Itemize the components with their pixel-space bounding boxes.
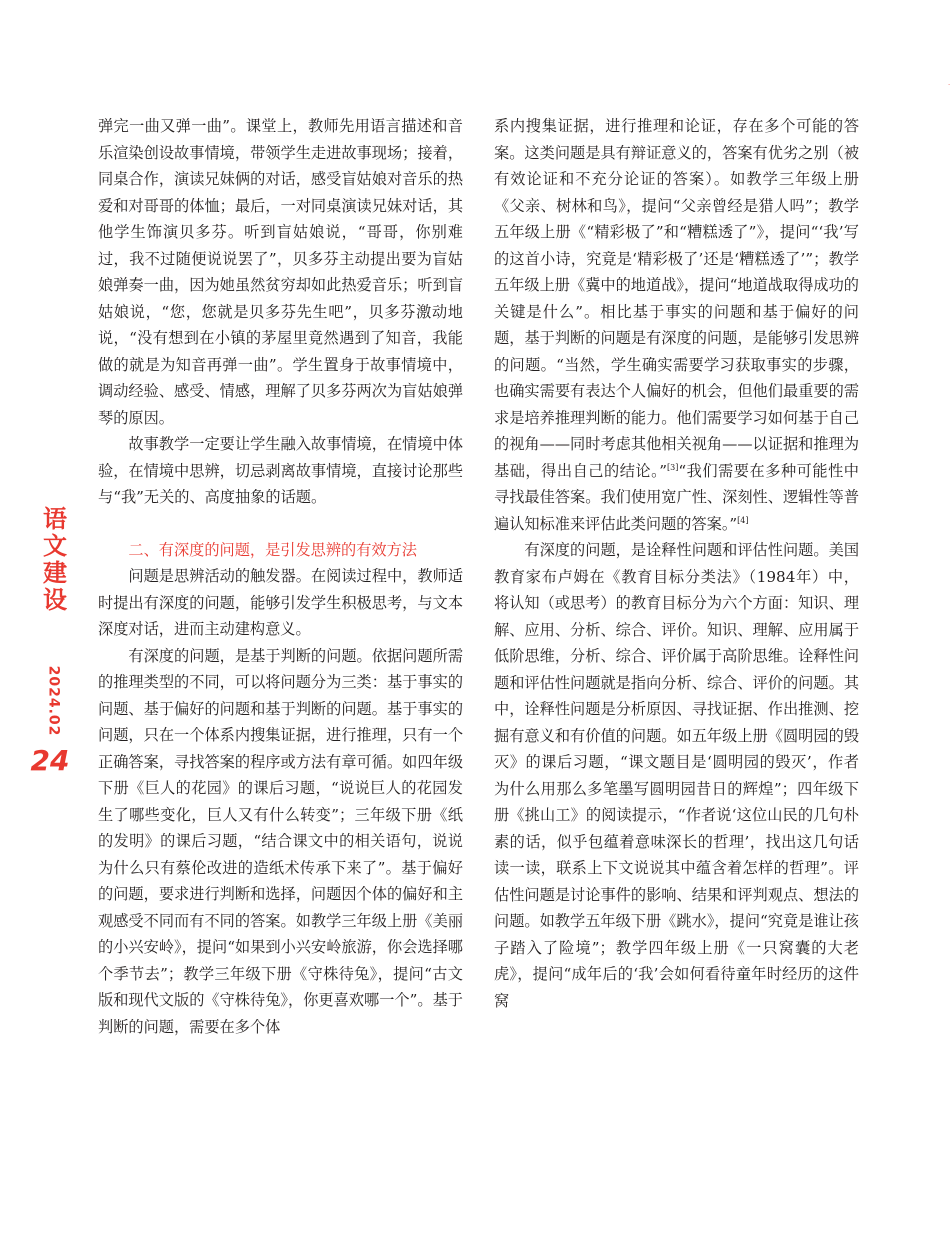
paragraph	[494, 113, 859, 537]
corner-mark: ·	[948, 82, 950, 89]
issue-date-text: 2024.02	[45, 665, 62, 737]
issue-date	[28, 655, 78, 747]
logo-char-4: 设	[43, 585, 67, 614]
section-heading: 二、有深度的问题，是引发思辨的有效方法	[128, 540, 417, 559]
paragraph-text: 系内搜集证据，进行推理和论证，存在多个可能的答案。这类问题是具有辩证意义的，答案有优劣之别（被有效论证和不充分论证的答案）。如教学三年级上册《父亲、树林和鸟》，提问“父亲曾经是猎人吗”；教学五年级上册《“精彩极了”和“糟糕透了”》，提问“‘我’写的这首小诗，究竟是‘精彩极了’还是‘糟糕透了’”；教学五年级上册《冀中的地道战》，提问“地道战取得成功的关键是什么”。相比基于事实的问题和基于偏好的问题，基于判断的问题是有深度的问题，是能够引发思辨的问题。“当然，学生确实需要学习获取事实的步骤，也确实需要有表达个人偏好的机会，但他们最重要的需求是培养推理判断的能力。他们需要学习如何基于自己的视角——同时考虑其他相关视角——以证据和推理为基础，得出自己的结论。”	[494, 117, 859, 480]
citation-ref: [3]	[667, 462, 679, 472]
paragraph: 问题是思辨活动的触发器。在阅读过程中，教师适时提出有深度的问题，能够引发学生积极思考，与文本深度对话，进而主动建构意义。	[98, 567, 463, 638]
paragraph: 有深度的问题，是诠释性问题和评估性问题。美国教育家布卢姆在《教育目标分类法》（1984年）中，将认知（或思考）的教育目标分为六个方面：知识、理解、应用、分析、综合、评价。知识、理解、应用属于低阶思维，分析、综合、评价属于高阶思维。诠释性问题和评估性问题就是指向分析、综合、评价的问题。其中，诠释性问题是分析原因、寻找证据、作出推测、挖掘有意义和有价值的问题。如五年级上册《圆明园的毁灭》的课后习题，“课文题目是‘圆明园的毁灭’，作者为什么用那么多笔墨写圆明园昔日的辉煌”；四年级下册《挑山工》的阅读提示，“作者说‘这位山民的几句朴素的话，似乎包蕴着意味深长的哲理’，找出这几句话读一读，联系上下文说说其中蕴含着怎样的哲理”。评估性问题是讨论事件的影响、结果和评判观点、想法的问题。如教学五年级下册《跳水》，提问“究竟是谁让孩子踏入了险境”；教学四年级上册《一只窝囊的大老虎》，提问“成年后的‘我’会如何看待童年时经历的这件窝	[494, 541, 859, 1010]
paragraph: 弹完一曲又弹一曲”。课堂上，教师先用语言描述和音乐渲染创设故事情境，带领学生走进故事现场；接着，同桌合作，演读兄妹俩的对话，感受盲姑娘对音乐的热爱和对哥哥的体恤；最后，一对同桌演读兄妹对话，其他学生饰演贝多芬。听到盲姑娘说，“哥哥，你别难过，我不过随便说说罢了”，贝多芬主动提出要为盲姑娘弹奏一曲，因为她虽然贫穷却如此热爱音乐；听到盲姑娘说，“您，您就是贝多芬先生吧”，贝多芬激动地说，“没有想到在小镇的茅屋里竟然遇到了知音，我能做的就是为知音再弹一曲”。学生置身于故事情境中，调动经验、感受、情感，理解了贝多芬两次为盲姑娘弹琴的原因。	[98, 117, 463, 427]
paragraph-text: “我们需要在多种可能性中寻找最佳答案。我们使用宽广性、深刻性、逻辑性等普遍认知标准来评估此类问题的答案。”	[494, 461, 859, 533]
journal-logo	[30, 505, 80, 613]
page-number: 24	[30, 744, 70, 777]
logo-char-2: 文	[43, 531, 67, 560]
logo-char-3: 建	[43, 558, 67, 587]
paragraph: 有深度的问题，是基于判断的问题。依据问题所需的推理类型的不同，可以将问题分为三类：基于事实的问题、基于偏好的问题和基于判断的问题。基于事实的问题，只在一个体系内搜集证据，进行推理，只有一个正确答案，寻找答案的程序或方法有章可循。如四年级下册《巨人的花园》的课后习题，“说说巨人的花园发生了哪些变化，巨人又有什么转变”；三年级下册《纸的发明》的课后习题，“结合课文中的相关语句，说说为什么只有蔡伦改进的造纸术传承下来了”。基于偏好的问题，要求进行判断和选择，问题因个体的偏好和主观感受不同而有不同的答案。如教学三年级上册《美丽的小兴安岭》，提问“如果到小兴安岭旅游，你会选择哪个季节去”；教学三年级下册《守株待兔》，提问“古文版和现代文版的《守株待兔》，你更喜欢哪一个”。基于判断的问题，需要在多个体	[98, 646, 463, 1036]
left-column	[98, 113, 463, 1040]
right-column	[494, 113, 859, 1014]
logo-char-1: 语	[43, 504, 67, 533]
citation-ref: [4]	[737, 515, 749, 525]
paragraph: 故事教学一定要让学生融入故事情境，在情境中体验，在情境中思辨，切忌剥离故事情境，直接讨论那些与“我”无关的、高度抽象的话题。	[98, 435, 463, 506]
